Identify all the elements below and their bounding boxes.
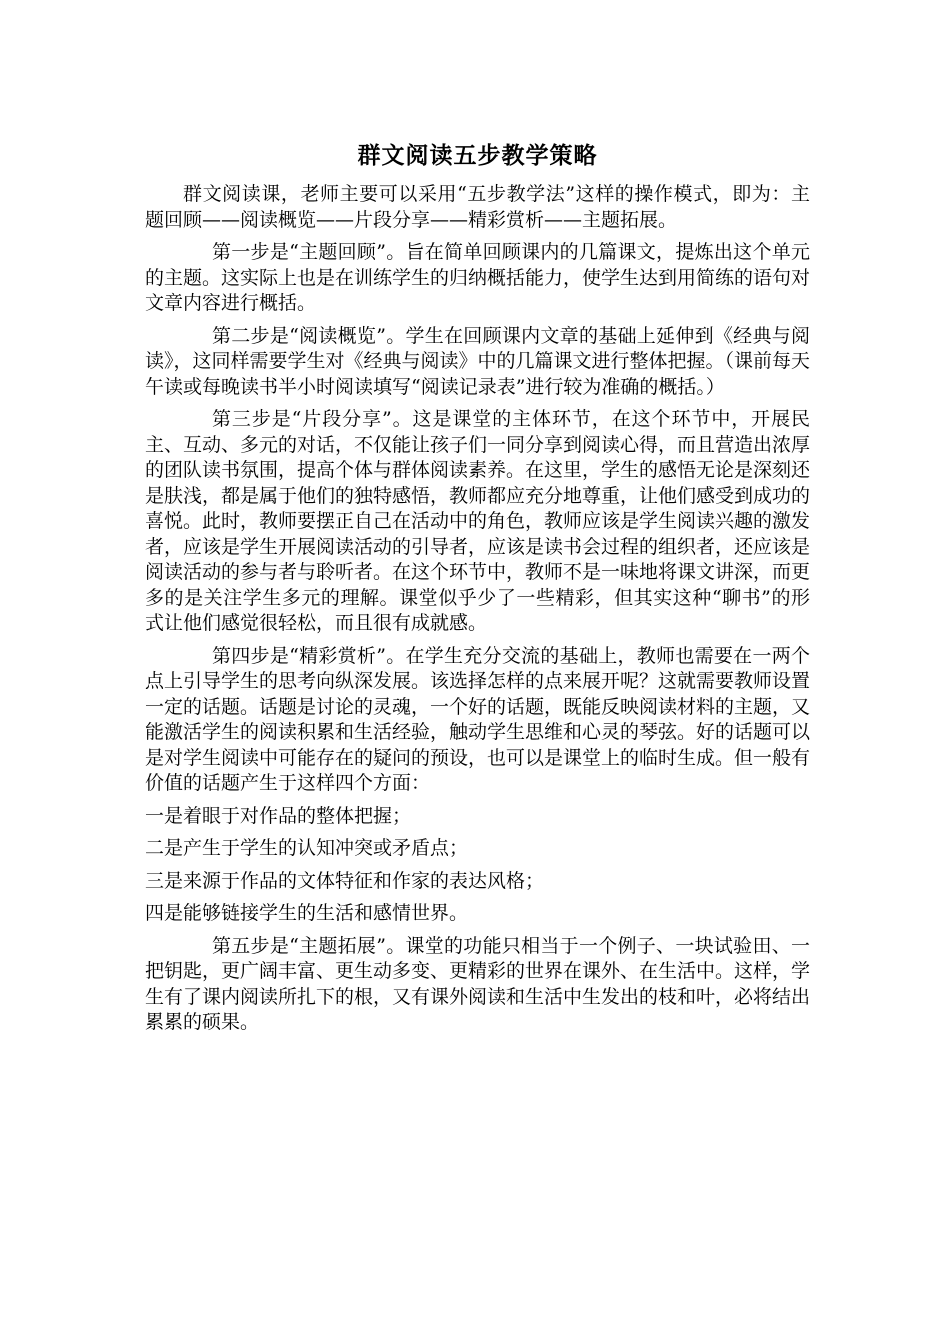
intro-paragraph: 群文阅读课，老师主要可以采用“五步教学法”这样的操作模式，即为：主题回顾——阅读概览——片段分享——精彩赏析——主题拓展。 [145,183,810,231]
list-item: 四是能够链接学生的生活和感情世界。 [145,902,469,924]
document-title: 群文阅读五步教学策略 [357,142,598,169]
document-page [145,138,810,1043]
step2-paragraph: 第二步是“阅读概览”。学生在回顾课内文章的基础上延伸到《经典与阅读》，这同样需要学生对《经典与阅读》中的几篇课文进行整体把握。（课前每天午读或每晚读书半小时阅读填写“阅读记录表”进行较为准确的概括。） [145,324,811,398]
step4-paragraph: 第四步是“精彩赏析”。在学生充分交流的基础上，教师也需要在一两个点上引导学生的思考向纵深发展。该选择怎样的点来展开呢？这就需要教师设置一定的话题。话题是讨论的灵魂，一个好的话题，既能反映阅读材料的主题，又能激活学生的阅读积累和生活经验，触动学生思维和心灵的琴弦。好的话题可以是对学生阅读中可能存在的疑问的预设，也可以是课堂上的临时生成。但一般有价值的话题产生于这样四个方面： [145,644,811,794]
list-item: 三是来源于作品的文体特征和作家的表达风格； [145,869,545,892]
list-item: 二是产生于学生的认知冲突或矛盾点； [145,837,469,859]
list-item: 一是着眼于对作品的整体把握； [145,804,412,827]
step3-paragraph: 第三步是“片段分享”。这是课堂的主体环节，在这个环节中，开展民主、互动、多元的对话，不仅能让孩子们一同分享到阅读心得，而且营造出浓厚的团队读书氛围，提高个体与群体阅读素养。在这里，学生的感悟无论是深刻还是肤浅，都是属于他们的独特感悟，教师都应充分地尊重，让他们感受到成功的喜悦。此时，教师要摆正自己在活动中的角色，教师应该是学生阅读兴趣的激发者，应该是学生开展阅读活动的引导者，应该是读书会过程的组织者，还应该是阅读活动的参与者与聆听者。在这个环节中，教师不是一味地将课文讲深，而更多的是关注学生多元的理解。课堂似乎少了一些精彩，但其实这种“聊书”的形式让他们感觉很轻松，而且很有成就感。 [145,408,811,634]
step5-paragraph: 第五步是“主题拓展”。课堂的功能只相当于一个例子、一块试验田、一把钥匙，更广阔丰富、更生动多变、更精彩的世界在课外、在生活中。这样，学生有了课内阅读所扎下的根，又有课外阅读和生活中生发出的枝和叶，必将结出累累的硕果。 [145,934,811,1033]
step1-paragraph: 第一步是“主题回顾”。旨在简单回顾课内的几篇课文，提炼出这个单元的主题。这实际上也是在训练学生的归纳概括能力，使学生达到用简练的语句对文章内容进行概括。 [145,241,811,314]
